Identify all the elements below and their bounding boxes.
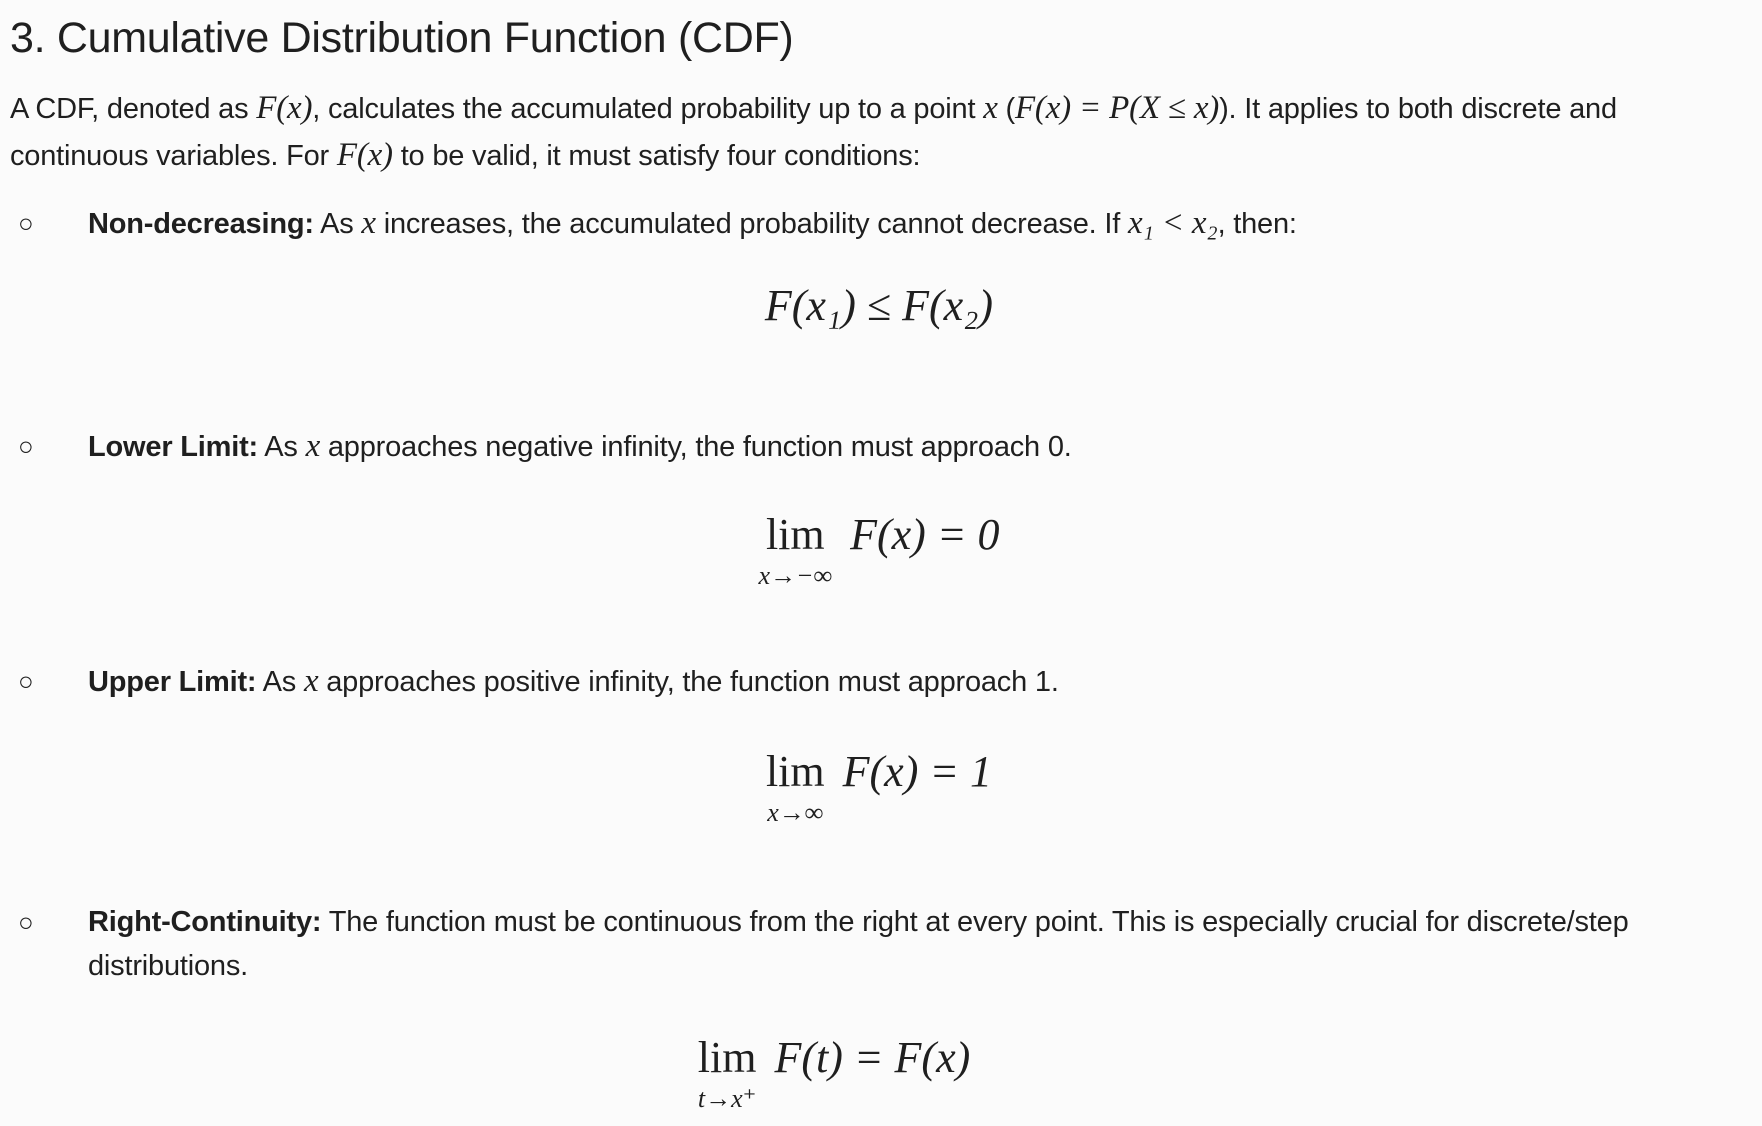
condition-text bbox=[88, 659, 1748, 704]
condition-text-part: As bbox=[258, 431, 306, 464]
list-item bbox=[10, 900, 1748, 1126]
condition-text bbox=[88, 201, 1748, 246]
equation-body: F(x) = 1 bbox=[842, 747, 993, 797]
math-inline: x bbox=[303, 663, 319, 700]
equation-body: F(t) = F(x) bbox=[774, 1033, 971, 1083]
list-item bbox=[10, 424, 1748, 609]
math-inline: F(x) bbox=[256, 90, 313, 127]
display-equation bbox=[10, 1033, 1670, 1126]
limit-word: lim bbox=[765, 510, 825, 560]
intro-text: ( bbox=[997, 93, 1015, 126]
limit-subscript: x→∞ bbox=[767, 798, 824, 828]
bullet-icon: ○ bbox=[18, 907, 34, 938]
condition-label: Non-decreasing: bbox=[88, 208, 314, 241]
math-inline: F(x) bbox=[336, 137, 393, 174]
condition-text bbox=[88, 900, 1748, 988]
section-heading: 3. Cumulative Distribution Function (CDF) bbox=[10, 14, 794, 62]
math-inline: x bbox=[361, 205, 376, 242]
limit-subscript: t→x⁺ bbox=[697, 1084, 757, 1114]
bullet-icon: ○ bbox=[18, 208, 34, 239]
equation-body: F(x) = 0 bbox=[850, 510, 1000, 560]
intro-text: ). It applies to both discrete and continuous variables. For bbox=[10, 93, 1617, 173]
equation-body: F(x₁) ≤ F(x₂) bbox=[764, 281, 994, 331]
limit-operator bbox=[758, 510, 833, 591]
bullet-icon: ○ bbox=[18, 431, 34, 462]
math-inline: x bbox=[305, 428, 321, 465]
limit-operator bbox=[697, 1033, 757, 1114]
math-inline: F(x) = P(X ≤ x) bbox=[1014, 90, 1220, 127]
bullet-icon: ○ bbox=[18, 666, 34, 697]
display-equation bbox=[10, 510, 1670, 609]
condition-text-part: approaches positive infinity, the function must approach 1. bbox=[318, 666, 1059, 699]
condition-text-part: , then: bbox=[1217, 208, 1297, 241]
math-inline: x₁ < x₂ bbox=[1127, 205, 1218, 242]
condition-text-part: As bbox=[313, 208, 362, 241]
math-inline: x bbox=[983, 90, 998, 127]
intro-text: A CDF, denoted as bbox=[10, 93, 257, 126]
display-equation bbox=[10, 747, 1670, 846]
condition-text-part: approaches negative infinity, the function must approach 0. bbox=[320, 431, 1072, 464]
list-item bbox=[10, 201, 1748, 370]
list-item bbox=[10, 659, 1748, 846]
condition-label: Lower Limit: bbox=[88, 431, 258, 464]
display-equation bbox=[10, 281, 1670, 370]
limit-word: lim bbox=[697, 1033, 757, 1083]
conditions-list bbox=[10, 201, 1748, 1126]
limit-operator bbox=[765, 747, 825, 828]
intro-text: to be valid, it must satisfy four conditions: bbox=[392, 140, 921, 173]
condition-label: Upper Limit: bbox=[88, 666, 257, 699]
condition-text bbox=[88, 424, 1748, 469]
condition-label: Right-Continuity: bbox=[88, 906, 322, 939]
intro-paragraph bbox=[10, 85, 1755, 179]
limit-subscript: x→−∞ bbox=[758, 561, 833, 591]
condition-text-part: The function must be continuous from the right at every point. This is especially crucial for discrete/step distributions. bbox=[88, 906, 1629, 983]
intro-text: , calculates the accumulated probability up to a point bbox=[312, 93, 984, 126]
condition-text-part: increases, the accumulated probability cannot decrease. If bbox=[375, 208, 1128, 241]
limit-word: lim bbox=[765, 747, 825, 797]
condition-text-part: As bbox=[256, 666, 304, 699]
